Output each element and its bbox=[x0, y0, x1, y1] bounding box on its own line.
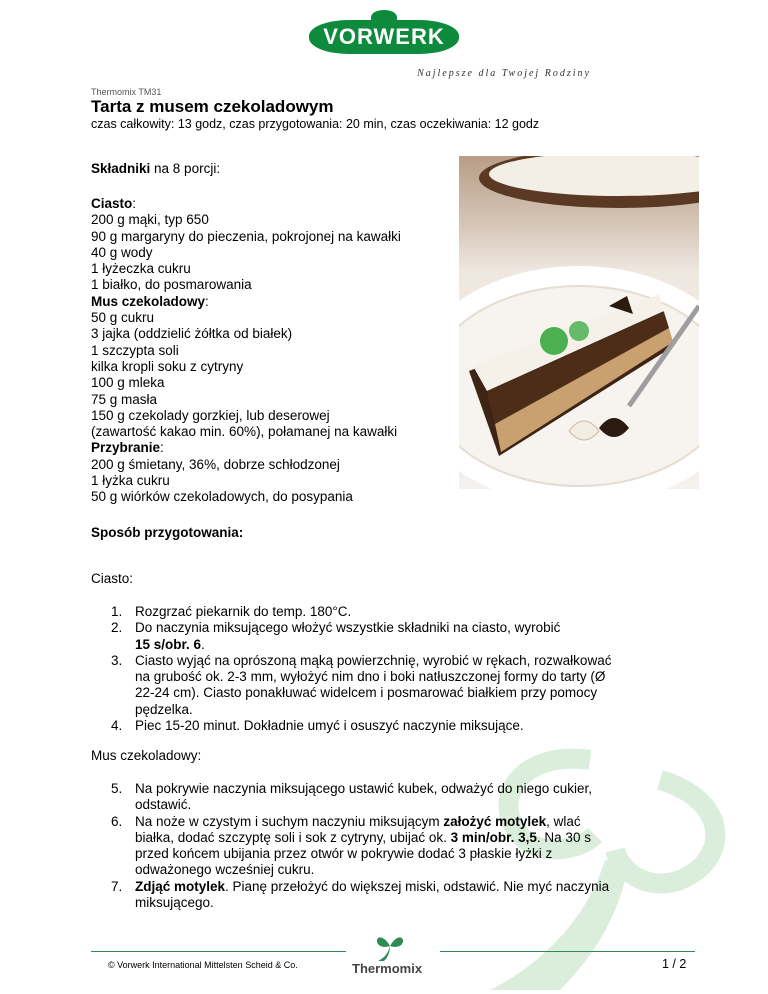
method-section-mus: Mus czekoladowy: bbox=[91, 748, 202, 763]
vorwerk-logo-text: VORWERK bbox=[309, 20, 459, 54]
tart-photo-illustration bbox=[459, 156, 699, 489]
ingredient-item: 200 g śmietany, 36%, dobrze schłodzonej bbox=[91, 456, 340, 472]
method-section-ciasto: Ciasto: bbox=[91, 571, 134, 586]
ingredient-item: 75 g masła bbox=[91, 391, 158, 407]
section-title-przybranie: Przybranie: bbox=[91, 440, 164, 456]
footer-copyright: © Vorwerk International Mittelsten Scheid & Co. bbox=[108, 960, 298, 970]
ingredient-item: kilka kropli soku z cytryny bbox=[91, 358, 244, 374]
ingredient-item: 3 jajka (oddzielić żółtka od białek) bbox=[91, 326, 293, 342]
method-step: 3. Ciasto wyjąć na oprószoną mąką powierzchnię, wyrobić w rękach, rozwałkować na grubość ok. 2-3 mm, wyłożyć nim dno i boki natłuszczonej formy do tarty (Ø 22-24 cm). Ciasto ponakłuwać widelcem i posmarować białkiem przy pomocy pędzelka. bbox=[111, 652, 612, 717]
ingredient-item: 1 białko, do posmarowania bbox=[91, 277, 252, 293]
method-step: 5. Na pokrywie naczynia miksującego ustawić kubek, odważyć do niego cukier, odstawić. bbox=[111, 781, 592, 813]
ingredients-heading-bold: Składniki bbox=[91, 161, 151, 176]
recipe-title: Tarta z musem czekoladowym bbox=[91, 97, 334, 116]
ingredient-item: 1 szczypta soli bbox=[91, 342, 179, 358]
ingredient-item: (zawartość kakao min. 60%), połamanej na kawałki bbox=[91, 424, 398, 440]
method-steps-mus bbox=[91, 781, 731, 911]
model-label: Thermomix TM31 bbox=[91, 87, 162, 97]
tart-photo bbox=[459, 156, 699, 489]
method-step: 6. Na noże w czystym i suchym naczyniu miksującym założyć motylek, wlać białka, dodać szczyptę soli i sok z cytryny, ubijać ok. 3 min/obr. 3,5. Na 30 s przed końcem ubijania przez otwór w pokrywie dodać 3 płaskie łyżki z odważonego wcześniej cukru. bbox=[111, 813, 591, 878]
ingredient-item: 100 g mleka bbox=[91, 375, 165, 391]
ingredients-list bbox=[91, 196, 451, 506]
ingredient-item: 40 g wody bbox=[91, 244, 153, 260]
method-step: 4. Piec 15-20 minut. Dokładnie umyć i osuszyć naczynie miksujące. bbox=[111, 718, 524, 734]
method-step: 7. Zdjąć motylek. Pianę przełożyć do większej miski, odstawić. Nie myć naczynia miksującego. bbox=[111, 878, 610, 911]
footer-rule-left bbox=[91, 951, 346, 952]
brand-tagline: Najlepsze dla Twojej Rodziny bbox=[417, 68, 591, 79]
ingredient-item: 1 łyżeczka cukru bbox=[91, 261, 191, 277]
ingredient-item: 1 łyżka cukru bbox=[91, 473, 170, 489]
ingredients-heading bbox=[91, 161, 220, 177]
method-step: 2. Do naczynia miksującego włożyć wszystkie składniki na ciasto, wyrobić 15 s/obr. 6. bbox=[111, 620, 561, 652]
ingredient-item: 50 g cukru bbox=[91, 310, 155, 326]
thermomix-logo-icon bbox=[372, 930, 408, 962]
method-step: 1. Rozgrzać piekarnik do temp. 180°C. bbox=[111, 604, 352, 619]
ingredient-item: 90 g margaryny do pieczenia, pokrojonej na kawałki bbox=[91, 228, 401, 244]
method-steps-ciasto bbox=[91, 604, 731, 734]
footer-rule-right bbox=[440, 951, 695, 952]
ingredient-item: 200 g mąki, typ 650 bbox=[91, 212, 209, 228]
ingredient-item: 50 g wiórków czekoladowych, do posypania bbox=[91, 489, 353, 505]
method-heading: Sposób przygotowania: bbox=[91, 525, 244, 540]
vorwerk-logo bbox=[0, 20, 768, 54]
thermomix-logo-text: Thermomix bbox=[352, 961, 423, 976]
ingredient-item: 150 g czekolady gorzkiej, lub deserowej bbox=[91, 407, 330, 423]
ingredients-heading-portions: na 8 porcji: bbox=[150, 161, 221, 176]
section-title-mus: Mus czekoladowy: bbox=[91, 293, 209, 309]
section-title-ciasto: Ciasto: bbox=[91, 196, 137, 211]
recipe-times: czas całkowity: 13 godz, czas przygotowania: 20 min, czas oczekiwania: 12 godz bbox=[91, 117, 540, 131]
page-number: 1 / 2 bbox=[662, 957, 687, 971]
